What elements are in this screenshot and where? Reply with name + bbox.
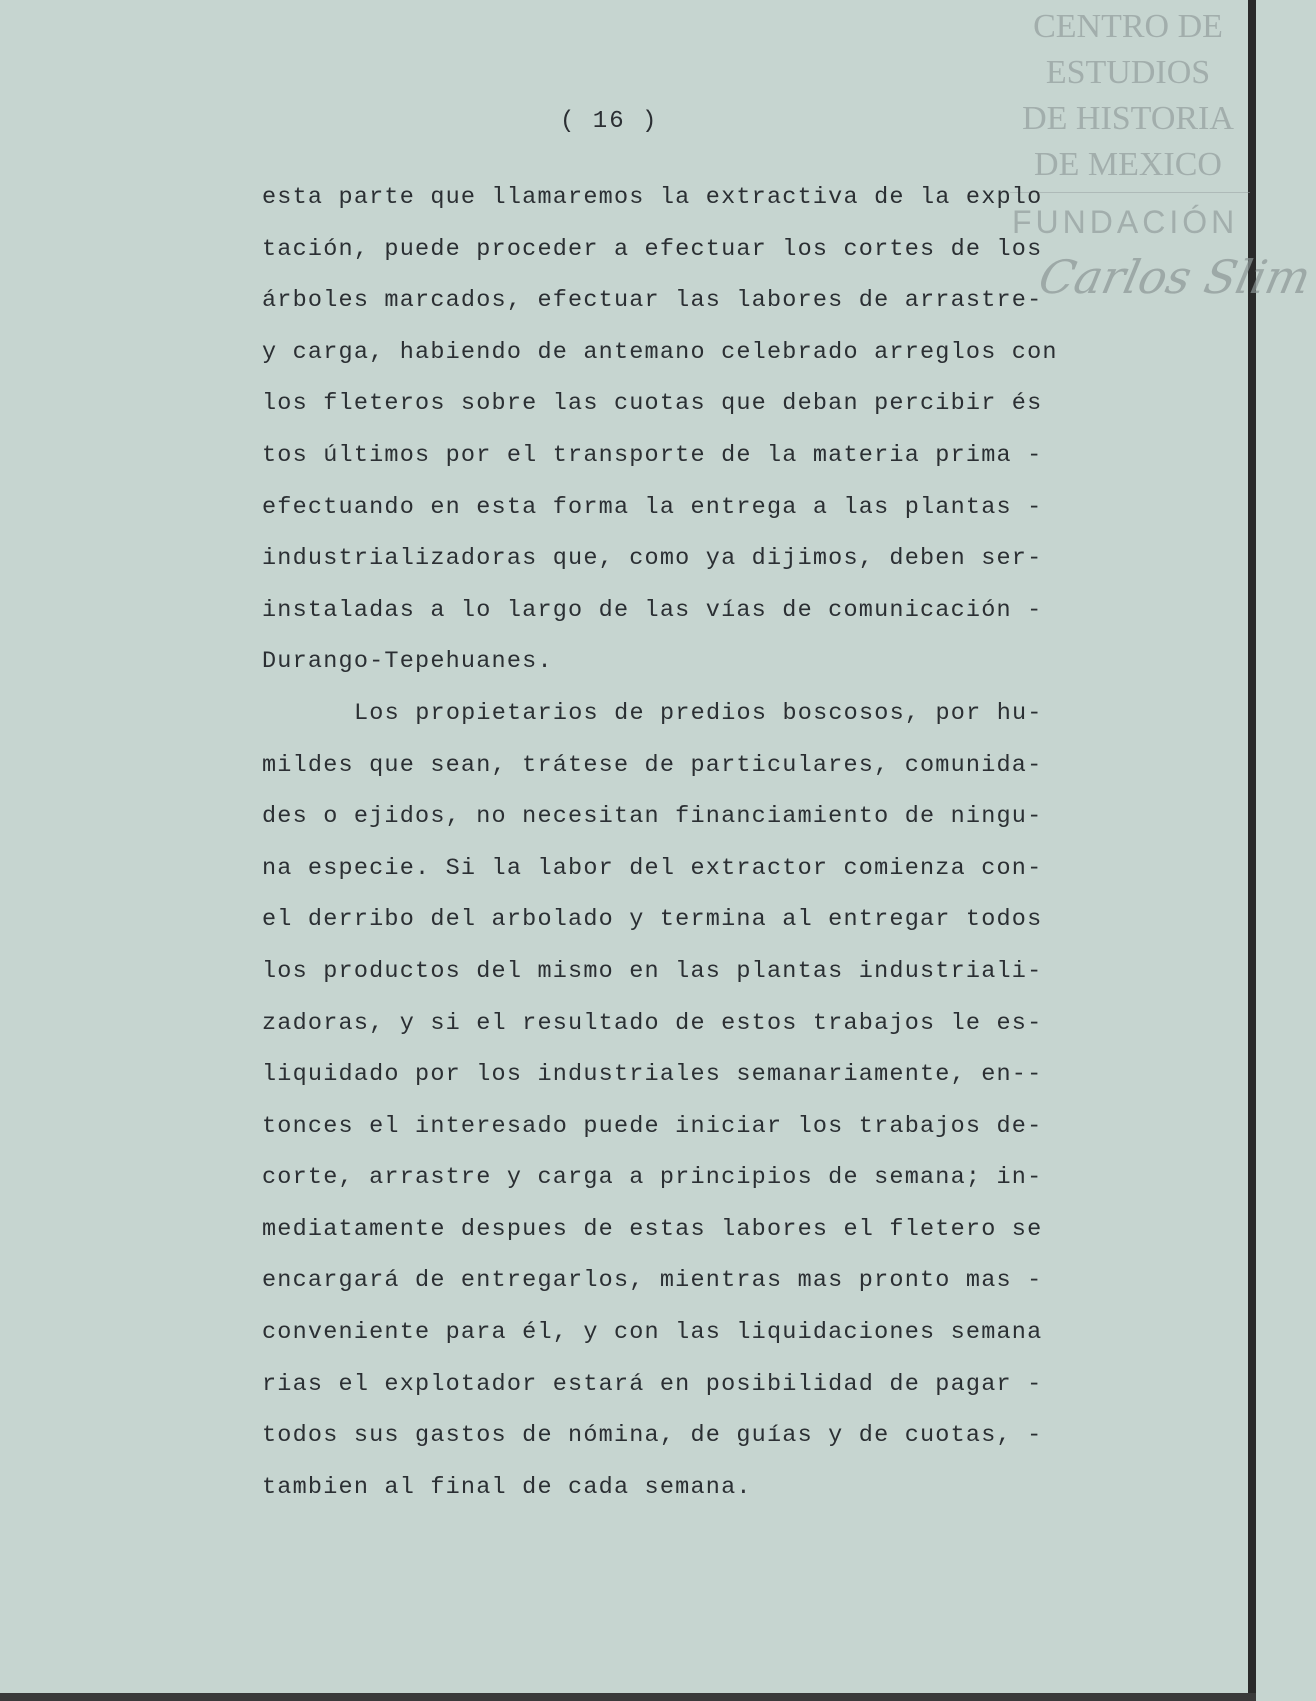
text-line: efectuando en esta forma la entrega a las plantas -	[262, 493, 1043, 521]
text-line: na especie. Si la labor del extractor comienza con-	[262, 854, 1043, 882]
text-line: liquidado por los industriales semanariamente, en--	[262, 1061, 1043, 1089]
scan-border-bottom	[0, 1693, 1256, 1701]
text-line: mediatamente despues de estas labores el fletero se	[262, 1215, 1043, 1243]
text-line: tambien al final de cada semana.	[262, 1473, 752, 1501]
text-line: los productos del mismo en las plantas industriali-	[262, 957, 1043, 985]
document-body	[262, 172, 1102, 1513]
text-line: tos últimos por el transporte de la materia prima -	[262, 441, 1043, 469]
paragraph-1	[262, 172, 1102, 688]
page-number: ( 16 )	[560, 108, 659, 135]
paragraph-2	[262, 688, 1102, 1514]
text-line: los fleteros sobre las cuotas que deban percibir és	[262, 390, 1043, 418]
watermark-line: DE HISTORIA	[1022, 100, 1234, 137]
text-line: esta parte que llamaremos la extractiva de la explo	[262, 184, 1043, 211]
text-line: zadoras, y si el resultado de estos trabajos le es-	[262, 1009, 1043, 1037]
watermark-line: CENTRO DE	[1033, 8, 1223, 45]
text-line: rias el explotador estará en posibilidad de pagar -	[262, 1370, 1043, 1398]
text-line: tación, puede proceder a efectuar los cortes de los	[262, 235, 1043, 263]
watermark-line: DE MEXICO	[1034, 146, 1222, 183]
watermark-line: ESTUDIOS	[1045, 54, 1211, 91]
text-line: corte, arrastre y carga a principios de semana; in-	[262, 1164, 1043, 1192]
text-line: Los propietarios de predios boscosos, por hu-	[354, 699, 1043, 727]
text-line: encargará de entregarlos, mientras mas pronto mas -	[262, 1267, 1043, 1295]
watermark-fundacion: FUNDACIÓN	[1012, 204, 1239, 240]
text-line: des o ejidos, no necesitan financiamiento de ningu-	[262, 803, 1043, 831]
text-line: conveniente para él, y con las liquidaciones semana	[262, 1319, 1043, 1347]
text-line: tonces el interesado puede iniciar los trabajos de-	[262, 1112, 1043, 1140]
text-line: el derribo del arbolado y termina al entregar todos	[262, 906, 1043, 934]
text-line: instaladas a lo largo de las vías de comunicación -	[262, 596, 1043, 624]
text-line: Durango-Tepehuanes.	[262, 648, 553, 676]
text-line: mildes que sean, trátese de particulares, comunida-	[262, 751, 1043, 779]
archive-watermark	[1008, 4, 1248, 188]
text-line: y carga, habiendo de antemano celebrado arreglos con	[262, 338, 1058, 366]
watermark-signature: Carlos Slim	[1034, 250, 1316, 304]
text-line: todos sus gastos de nómina, de guías y de cuotas, -	[262, 1422, 1043, 1450]
text-line: industrializadoras que, como ya dijimos, deben ser-	[262, 545, 1043, 573]
text-line: árboles marcados, efectuar las labores de arrastre-	[262, 287, 1043, 315]
